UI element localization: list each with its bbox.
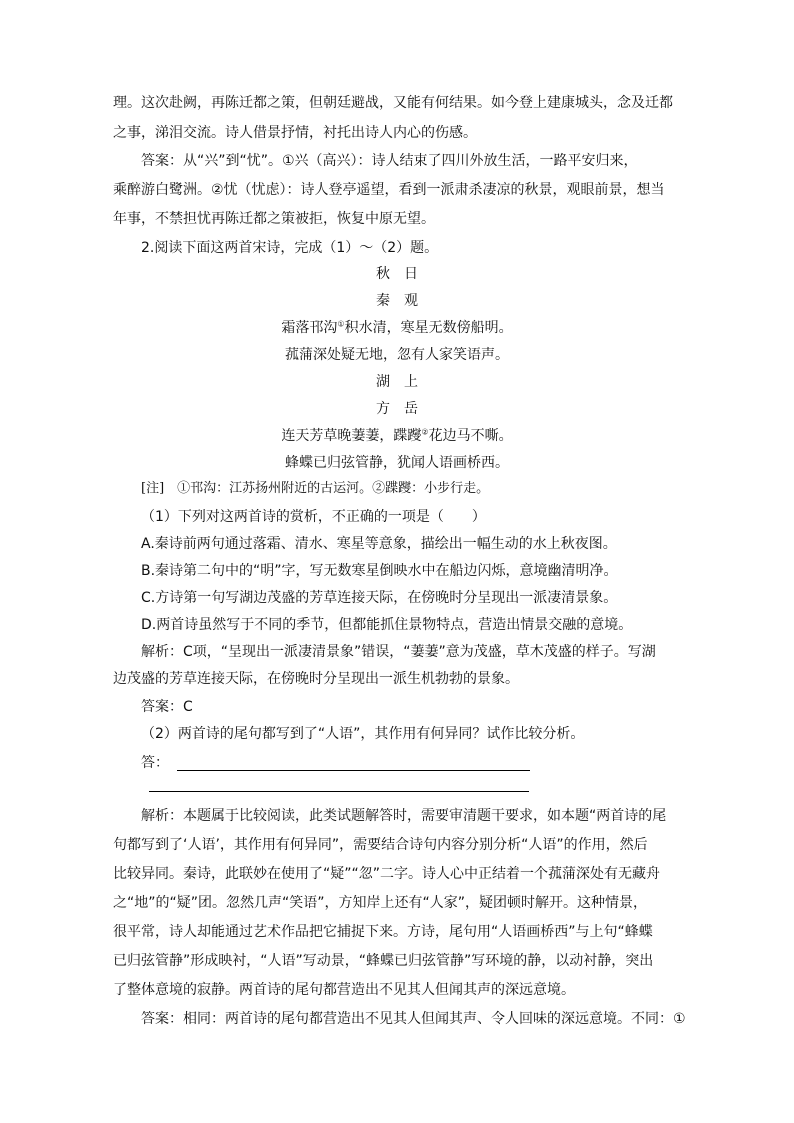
poem1-line2: 菰蒲深处疑无地，忽有人家笑语声。 (285, 347, 509, 363)
question-heading: 2.阅读下面这两首宋诗，完成（1）～（2）题。 (141, 240, 439, 256)
q2-analysis-line-4: 之“地”的“疑”团。忽然几声“笑语”，方知岸上还有“人家”，疑团顿时解开。这种情景， (113, 895, 648, 911)
analysis-line-1: 理。这次赴阙，再陈迁都之策，但朝廷避战，又能有何结果。如今登上建康城头，念及迁都 (113, 95, 673, 111)
poem1-line1: 霜落邗沟①积水清，寒星无数傍船明。 (281, 319, 513, 336)
option-d: D.两首诗虽然写于不同的季节，但都能抓住景物特点，营造出情景交融的意境。 (141, 617, 633, 633)
q1-answer: 答案：C (141, 699, 193, 715)
question-1: （1）下列对这两首诗的赏析，不正确的一项是（ ） (141, 509, 486, 525)
q1-analysis-line-2: 边茂盛的芳草连接天际，在傍晚时分呈现出一派生机勃勃的景象。 (113, 671, 519, 687)
q2-analysis-line-1: 解析：本题属于比较阅读，此类试题解答时，需要审清题干要求，如本题“两首诗的尾 (141, 808, 667, 824)
analysis-line-2: 之事，涕泪交流。诗人借景抒情，衬托出诗人内心的伤感。 (113, 125, 477, 141)
q2-analysis-line-2: 句都写到了‘人语’，其作用有何异同”，需要结合诗句内容分别分析“人语”的作用，然后 (113, 837, 648, 853)
answer-blank-line-1 (177, 770, 530, 771)
poem1-title: 秋 日 (376, 266, 418, 282)
poem2-line2: 蜂蝶已归弦管静，犹闻人语画桥西。 (285, 455, 509, 471)
answer-line-3: 年事，不禁担忧再陈迁都之策被拒，恢复中原无望。 (113, 211, 435, 227)
answer-blank-line-2 (149, 791, 529, 792)
footnote-marker-1: ① (337, 319, 345, 329)
question-2: （2）两首诗的尾句都写到了“人语”，其作用有何异同？试作比较分析。 (141, 726, 585, 742)
q1-analysis-line-1: 解析：C项，“呈现出一派凄清景象”错误，“萋萋”意为茂盛，草木茂盛的样子。写湖 (141, 644, 656, 660)
answer-line-1: 答案：从“兴”到“忧”。①兴（高兴）：诗人结束了四川外放生活，一路平安归来， (141, 153, 638, 169)
q2-analysis-line-5: 很平常，诗人却能通过艺术作品把它捕捉下来。方诗，尾句用“人语画桥西”与上句“蜂蝶 (113, 924, 653, 940)
answer-label: 答： (141, 755, 169, 771)
answer-line-2: 乘醉游白鹭洲。②忧（忧虑）：诗人登亭遥望，看到一派肃杀凄凉的秋景，观眼前景，想当 (113, 182, 665, 198)
footnote-marker-2: ② (421, 427, 429, 437)
option-b: B.秦诗第二句中的“明”字，写无数寒星倒映水中在船边闪烁，意境幽清明净。 (141, 563, 618, 579)
poem1-author: 秦 观 (376, 293, 418, 309)
q2-analysis-line-6: 已归弦管静”形成映衬，“人语”写动景，“蜂蝶已归弦管静”写环境的静，以动衬静，突出 (113, 953, 654, 969)
footnote: [注] ①邗沟：江苏扬州附近的古运河。②蹀躞：小步行走。 (141, 481, 490, 496)
answer-blank-row (141, 753, 541, 773)
option-a: A.秦诗前两句通过落霜、清水、寒星等意象，描绘出一幅生动的水上秋夜图。 (141, 536, 617, 552)
option-c: C.方诗第一句写湖边茂盛的芳草连接天际，在傍晚时分呈现出一派凄清景象。 (141, 590, 618, 606)
poem2-title: 湖 上 (376, 374, 418, 390)
q2-analysis-line-7: 了整体意境的寂静。两首诗的尾句都营造出不见其人但闻其声的深远意境。 (113, 982, 575, 998)
q2-analysis-line-3: 比较异同。秦诗，此联妙在使用了“疑”“忽”二字。诗人心中正结着一个菰蒲深处有无藏舟 (113, 866, 661, 882)
poem2-line1: 连天芳草晚萋萋，蹀躞②花边马不嘶。 (281, 427, 513, 444)
q2-answer-line-1: 答案：相同：两首诗的尾句都营造出不见其人但闻其声、令人回味的深远意境。不同：① (141, 1011, 686, 1027)
poem2-author: 方 岳 (376, 401, 418, 417)
